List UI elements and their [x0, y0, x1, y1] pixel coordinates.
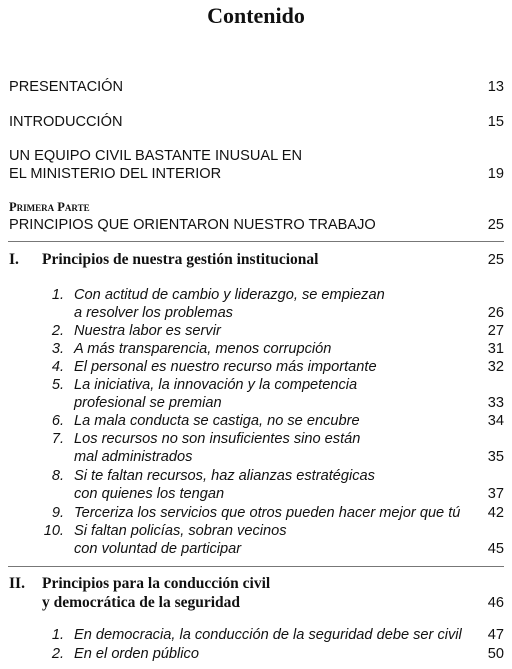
part-title: PRINCIPIOS QUE ORIENTARON NUESTRO TRABAJO — [9, 217, 376, 233]
item-number: 6. — [51, 413, 64, 429]
item-page: 32 — [487, 359, 504, 375]
item-page: 37 — [487, 486, 504, 502]
item-label-line1: La iniciativa, la innovación y la competencia — [74, 377, 358, 393]
entry-page: 25 — [487, 217, 504, 233]
item-label-line1: Si te faltan recursos, haz alianzas estratégicas — [74, 468, 375, 484]
item-number: 5. — [51, 377, 64, 393]
item-number: 1. — [51, 287, 64, 303]
item-label-line2: a resolver los problemas — [74, 305, 233, 321]
entry-page: 19 — [487, 166, 504, 182]
section-title-line2: y democrática de la seguridad — [42, 594, 241, 611]
entry-label: INTRODUCCIÓN — [9, 114, 123, 130]
item-label-line1: A más transparencia, menos corrupción — [74, 341, 332, 357]
part-label: Primera Parte — [9, 200, 90, 214]
entry-page: 15 — [487, 114, 504, 130]
entry-page: 25 — [487, 252, 504, 268]
item-page: 34 — [487, 413, 504, 429]
item-page: 33 — [487, 395, 504, 411]
item-label-line1: Si faltan policías, sobran vecinos — [74, 523, 287, 539]
item-label-line1: La mala conducta se castiga, no se encubre — [74, 413, 360, 429]
item-label-line1: En democracia, la conducción de la seguridad debe ser civil — [74, 627, 462, 643]
section-numeral: II. — [9, 575, 25, 592]
item-page: 35 — [487, 449, 504, 465]
item-number: 2. — [51, 646, 64, 662]
item-label-line1: El personal es nuestro recurso más importante — [74, 359, 377, 375]
item-number: 3. — [51, 341, 64, 357]
item-label-line1: Nuestra labor es servir — [74, 323, 221, 339]
item-number: 2. — [51, 323, 64, 339]
item-page: 27 — [487, 323, 504, 339]
item-page: 42 — [487, 505, 504, 521]
item-label-line2: con quienes los tengan — [74, 486, 225, 502]
item-page: 47 — [487, 627, 504, 643]
item-number: 8. — [51, 468, 64, 484]
item-label-line2: mal administrados — [74, 449, 193, 465]
entry-label: PRESENTACIÓN — [9, 79, 124, 95]
item-label-line1: En el orden público — [74, 646, 199, 662]
section-title: Principios de nuestra gestión institucional — [42, 251, 319, 268]
item-page: 31 — [487, 341, 504, 357]
item-number: 7. — [51, 431, 64, 447]
page-title: Contenido — [207, 3, 305, 28]
divider — [8, 566, 504, 567]
entry-page: 13 — [487, 79, 504, 95]
entry-page: 46 — [487, 595, 504, 611]
item-number: 1. — [51, 627, 64, 643]
item-page: 26 — [487, 305, 504, 321]
item-page: 50 — [487, 646, 504, 662]
item-label-line2: profesional se premian — [74, 395, 222, 411]
entry-label-line2: EL MINISTERIO DEL INTERIOR — [9, 166, 222, 182]
section-numeral: I. — [9, 251, 19, 268]
section-title-line1: Principios para la conducción civil — [42, 575, 271, 592]
entry-label-line1: UN EQUIPO CIVIL BASTANTE INUSUAL EN — [9, 148, 303, 164]
item-label-line1: Los recursos no son insuficientes sino están — [74, 431, 361, 447]
item-number: 10. — [43, 523, 64, 539]
item-page: 45 — [487, 541, 504, 557]
item-number: 9. — [51, 505, 64, 521]
divider — [8, 241, 504, 242]
item-number: 4. — [51, 359, 64, 375]
item-label-line1: Con actitud de cambio y liderazgo, se empiezan — [74, 287, 385, 303]
item-label-line1: Terceriza los servicios que otros pueden hacer mejor que tú — [74, 505, 461, 521]
item-label-line2: con voluntad de participar — [74, 541, 242, 557]
